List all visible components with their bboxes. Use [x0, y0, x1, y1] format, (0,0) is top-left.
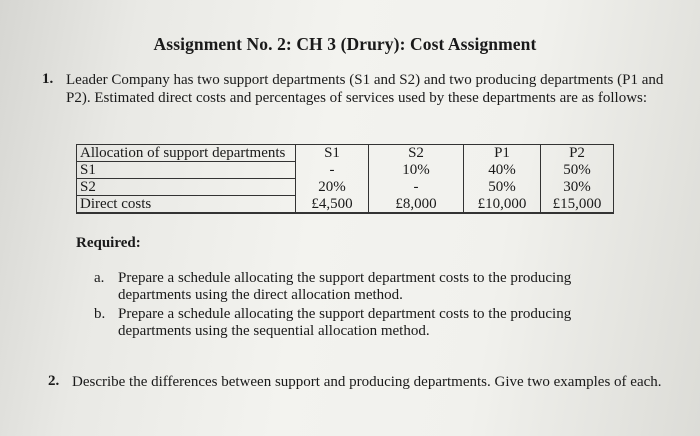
- required-item-b-letter: b.: [94, 306, 106, 322]
- allocation-table: [76, 144, 614, 214]
- table-cell: £15,000: [541, 196, 614, 214]
- table-cell: -: [296, 162, 369, 179]
- table-header-cell: S1: [296, 145, 369, 162]
- table-cell: 40%: [464, 162, 541, 179]
- table-cell: 50%: [541, 162, 614, 179]
- required-heading: Required:: [76, 235, 141, 251]
- table-cell: 50%: [464, 179, 541, 196]
- question-2-text: Describe the differences between support and producing departments. Give two examples of each.: [72, 374, 662, 390]
- table-cell: S1: [77, 162, 296, 179]
- table-cell: £4,500: [296, 196, 369, 214]
- question-1-number: 1.: [42, 71, 54, 87]
- table-cell: 10%: [369, 162, 464, 179]
- table-header-cell: Allocation of support departments: [77, 145, 296, 162]
- table-header-cell: P1: [464, 145, 541, 162]
- assignment-title: Assignment No. 2: CH 3 (Drury): Cost Assignment: [153, 34, 537, 54]
- table-cell: Direct costs: [77, 196, 296, 214]
- table-header-cell: S2: [369, 145, 464, 162]
- question-1-text: Leader Company has two support departments (S1 and S2) and two producing departments (P1 and P2). Estimated direct costs and percentages of services used by these departments are as follows:: [66, 72, 664, 106]
- table-header-cell: P2: [541, 145, 614, 162]
- table-cell: 20%: [296, 179, 369, 196]
- required-item-a-letter: a.: [94, 270, 105, 286]
- table-row: [77, 196, 614, 214]
- table-cell: -: [369, 179, 464, 196]
- table-header-row: [77, 145, 614, 162]
- table-cell: S2: [77, 179, 296, 196]
- table-cell: £8,000: [369, 196, 464, 214]
- table-row: [77, 179, 614, 196]
- table-cell: 30%: [541, 179, 614, 196]
- table-row: [77, 162, 614, 179]
- table-cell: £10,000: [464, 196, 541, 214]
- required-item-a-text: Prepare a schedule allocating the support department costs to the producing departments using the direct allocation method.: [118, 270, 572, 303]
- required-item-b-text: Prepare a schedule allocating the support department costs to the producing departments using the sequential allocation method.: [118, 306, 572, 339]
- question-2-number: 2.: [48, 373, 60, 389]
